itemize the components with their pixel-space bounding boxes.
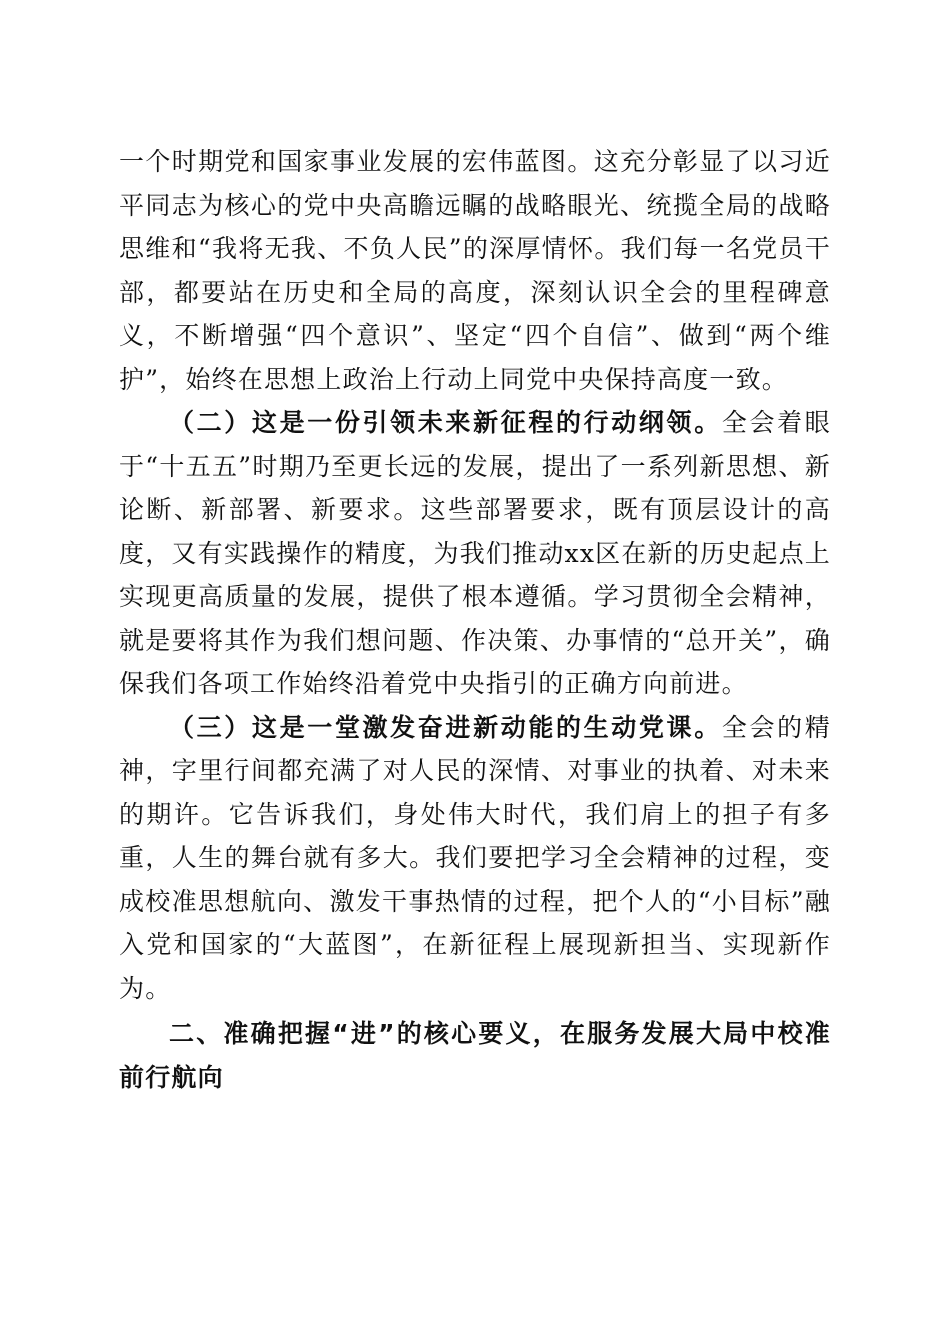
paragraph-lead: （三）这是一堂激发奋进新动能的生动党课。 — [169, 712, 722, 742]
paragraph-three — [119, 706, 831, 1011]
paragraph-text: 一个时期党和国家事业发展的宏伟蓝图。这充分彰显了以习近平同志为核心的党中央高瞻远瞩的战略眼光、统揽全局的战略思维和“我将无我、不负人民”的深厚情怀。我们每一名党员干部，都要站在历史和全局的高度，深刻认识全会的里程碑意义，不断增强“四个意识”、坚定“四个自信”、做到“两个维护”，始终在思想上政治上行动上同党中央保持高度一致。 — [119, 147, 831, 394]
paragraph-two — [119, 401, 831, 706]
paragraph-text: 全会的精神，字里行间都充满了对人民的深情、对事业的执着、对未来的期许。它告诉我们，身处伟大时代，我们肩上的担子有多重，人生的舞台就有多大。我们要把学习全会精神的过程，变成校准思想航向、激发干事热情的过程，把个人的“小目标”融入党和国家的“大蓝图”，在新征程上展现新担当、实现新作为。 — [119, 712, 831, 1003]
paragraph-text: 全会着眼于“十五五”时期乃至更长远的发展，提出了一系列新思想、新论断、新部署、新要求。这些部署要求，既有顶层设计的高度，又有实践操作的精度，为我们推动xx区在新的历史起点上实现更高质量的发展，提供了根本遵循。学习贯彻全会精神，就是要将其作为我们想问题、作决策、办事情的“总开关”，确保我们各项工作始终沿着党中央指引的正确方向前进。 — [119, 408, 831, 698]
paragraph-lead: （二）这是一份引领未来新征程的行动纲领。 — [169, 408, 722, 437]
paragraph-continuation — [119, 140, 831, 401]
document-body — [119, 140, 831, 1099]
section-heading: 二、准确把握“进”的核心要义，在服务发展大局中校准前行航向 — [119, 1019, 831, 1092]
